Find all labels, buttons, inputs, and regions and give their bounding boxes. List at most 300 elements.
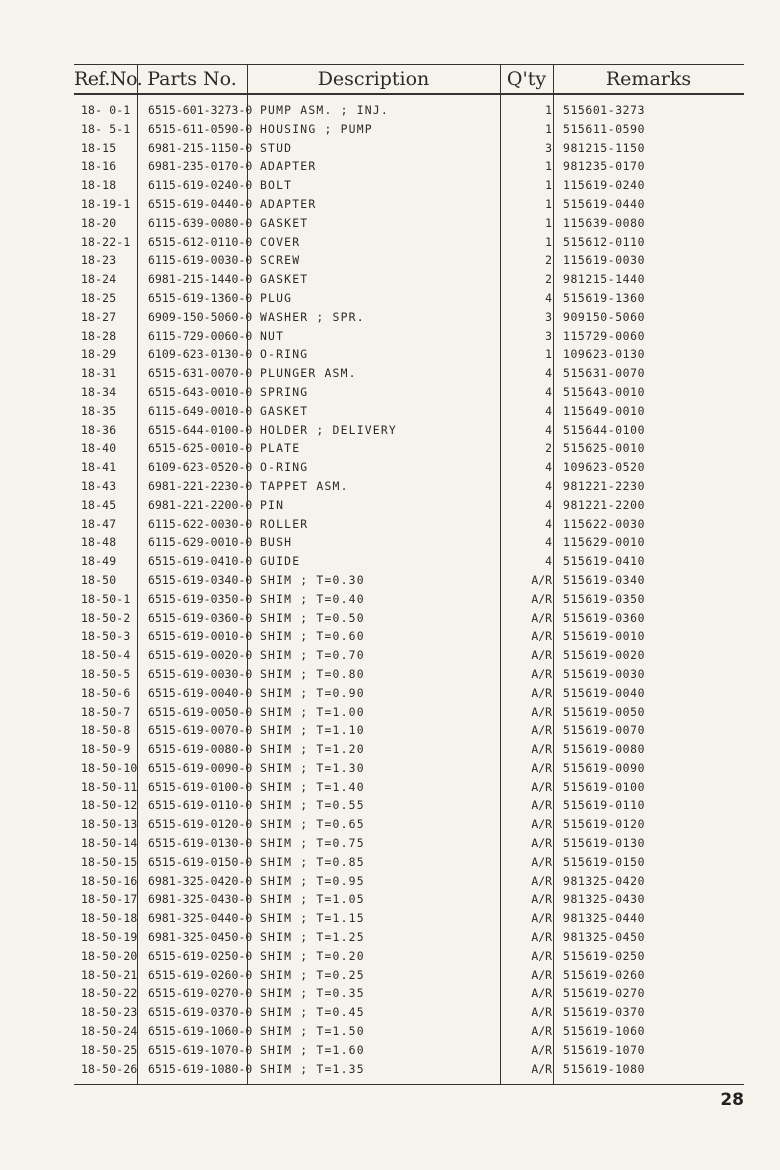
remarks-cell: 515619-0080 [563, 742, 646, 757]
header-remarks: Remarks [605, 68, 692, 90]
description-cell: SHIM ; T=0.60 [260, 629, 365, 644]
table-row [74, 872, 744, 891]
parts-no-cell: 6515-619-0250-0 [148, 948, 253, 963]
ref-no-cell: 18-43 [81, 478, 117, 493]
description-cell: SHIM ; T=0.65 [260, 817, 365, 832]
table-row [74, 609, 744, 628]
remarks-cell: 115639-0080 [563, 215, 646, 230]
ref-no-cell: 18-50-19 [81, 930, 138, 945]
ref-no-cell: 18-50-23 [81, 1005, 138, 1020]
qty-cell: 3 [545, 309, 552, 324]
header-description: Description [317, 68, 430, 90]
remarks-cell: 909150-5060 [563, 309, 646, 324]
remarks-cell: 515619-1080 [563, 1061, 646, 1076]
qty-cell: 1 [545, 196, 552, 211]
ref-no-cell: 18-50-1 [81, 591, 131, 606]
table-row [74, 1003, 744, 1022]
table-bottom-rule [74, 1084, 744, 1085]
ref-no-cell: 18-50-14 [81, 836, 138, 851]
qty-cell: A/R [531, 610, 552, 625]
table-row [74, 721, 744, 740]
ref-no-cell: 18-22-1 [81, 234, 131, 249]
qty-cell: A/R [531, 723, 552, 738]
ref-no-cell: 18-50-13 [81, 817, 138, 832]
table-row [74, 571, 744, 590]
remarks-cell: 115619-0030 [563, 253, 646, 268]
ref-no-cell: 18-50-22 [81, 986, 138, 1001]
description-cell: SHIM ; T=0.85 [260, 854, 365, 869]
remarks-cell: 981215-1150 [563, 140, 646, 155]
ref-no-cell: 18-16 [81, 159, 117, 174]
description-cell: PLUG [260, 290, 293, 305]
description-cell: SCREW [260, 253, 301, 268]
description-cell: HOLDER ; DELIVERY [260, 422, 397, 437]
qty-cell: 1 [545, 347, 552, 362]
parts-no-cell: 6515-601-3273-0 [148, 103, 253, 117]
qty-cell: A/R [531, 685, 552, 700]
qty-cell: A/R [531, 911, 552, 926]
description-cell: SHIM ; T=0.80 [260, 666, 365, 681]
description-cell: WASHER ; SPR. [260, 309, 365, 324]
remarks-cell: 515619-0150 [563, 854, 646, 869]
description-cell: SHIM ; T=0.45 [260, 1005, 365, 1020]
table-row [74, 590, 744, 609]
remarks-cell: 515612-0110 [563, 234, 646, 249]
remarks-cell: 515619-0100 [563, 779, 646, 794]
description-cell: STUD [260, 140, 293, 155]
ref-no-cell: 18-47 [81, 516, 117, 531]
qty-cell: 1 [545, 159, 552, 174]
ref-no-cell: 18-41 [81, 460, 117, 475]
ref-no-cell: 18-50-4 [81, 648, 131, 663]
table-row [74, 101, 744, 120]
parts-no-cell: 6515-619-0080-0 [148, 742, 253, 757]
ref-no-cell: 18-48 [81, 535, 117, 550]
remarks-cell: 515619-0270 [563, 986, 646, 1001]
qty-cell: 2 [545, 441, 552, 456]
qty-cell: A/R [531, 629, 552, 644]
ref-no-cell: 18-18 [81, 178, 117, 193]
parts-no-cell: 6515-619-0340-0 [148, 572, 253, 587]
description-cell: SHIM ; T=1.00 [260, 704, 365, 719]
description-cell: GASKET [260, 272, 309, 287]
description-cell: SHIM ; T=0.25 [260, 967, 365, 982]
remarks-cell: 515625-0010 [563, 441, 646, 456]
remarks-cell: 981325-0430 [563, 892, 646, 907]
ref-no-cell: 18-50-20 [81, 948, 138, 963]
remarks-cell: 515619-0260 [563, 967, 646, 982]
ref-no-cell: 18-50-18 [81, 911, 138, 926]
header-qty: Q'ty [506, 68, 547, 90]
description-cell: SHIM ; T=0.70 [260, 648, 365, 663]
remarks-cell: 981221-2230 [563, 478, 646, 493]
remarks-cell: 515619-0440 [563, 196, 646, 211]
description-cell: O-RING [260, 347, 309, 362]
remarks-cell: 515619-0340 [563, 572, 646, 587]
remarks-cell: 515619-1360 [563, 290, 646, 305]
qty-cell: 4 [545, 460, 552, 475]
table-row [74, 496, 744, 515]
table-row [74, 947, 744, 966]
table-row [74, 157, 744, 176]
description-cell: ADAPTER [260, 159, 317, 174]
table-header-rule [74, 93, 744, 95]
parts-no-cell: 6515-619-0260-0 [148, 967, 253, 982]
parts-no-cell: 6115-639-0080-0 [148, 215, 253, 230]
qty-cell: A/R [531, 948, 552, 963]
table-row [74, 627, 744, 646]
parts-no-cell: 6981-325-0450-0 [148, 930, 253, 945]
remarks-cell: 981235-0170 [563, 159, 646, 174]
parts-no-cell: 6515-619-0120-0 [148, 817, 253, 832]
parts-no-cell: 6981-221-2230-0 [148, 478, 253, 493]
ref-no-cell: 18-50-17 [81, 892, 138, 907]
table-row [74, 796, 744, 815]
qty-cell: A/R [531, 1024, 552, 1039]
table-top-rule [74, 64, 744, 65]
qty-cell: 4 [545, 366, 552, 381]
parts-no-cell: 6909-150-5060-0 [148, 309, 253, 324]
description-cell: PUMP ASM. ; INJ. [260, 103, 389, 117]
parts-no-cell: 6515-611-0590-0 [148, 121, 253, 136]
qty-cell: 1 [545, 215, 552, 230]
qty-cell: 3 [545, 328, 552, 343]
ref-no-cell: 18-20 [81, 215, 117, 230]
description-cell: SHIM ; T=0.95 [260, 873, 365, 888]
table-row [74, 1041, 744, 1060]
table-row [74, 251, 744, 270]
parts-no-cell: 6515-644-0100-0 [148, 422, 253, 437]
parts-no-cell: 6115-619-0240-0 [148, 178, 253, 193]
remarks-cell: 515619-0010 [563, 629, 646, 644]
qty-cell: 4 [545, 384, 552, 399]
ref-no-cell: 18-50 [81, 572, 117, 587]
table-row [74, 533, 744, 552]
qty-cell: 4 [545, 497, 552, 512]
remarks-cell: 981325-0450 [563, 930, 646, 945]
table-row [74, 289, 744, 308]
description-cell: HOUSING ; PUMP [260, 121, 373, 136]
parts-no-cell: 6515-619-1360-0 [148, 290, 253, 305]
ref-no-cell: 18-50-24 [81, 1024, 138, 1039]
description-cell: SHIM ; T=0.55 [260, 798, 365, 813]
remarks-cell: 515619-0110 [563, 798, 646, 813]
remarks-cell: 109623-0520 [563, 460, 646, 475]
parts-no-cell: 6515-619-0410-0 [148, 554, 253, 569]
remarks-cell: 515619-0020 [563, 648, 646, 663]
description-cell: SHIM ; T=0.20 [260, 948, 365, 963]
parts-no-cell: 6515-619-0270-0 [148, 986, 253, 1001]
parts-no-cell: 6515-612-0110-0 [148, 234, 253, 249]
remarks-cell: 515619-1060 [563, 1024, 646, 1039]
parts-no-cell: 6115-619-0030-0 [148, 253, 253, 268]
qty-cell: A/R [531, 572, 552, 587]
table-row [74, 966, 744, 985]
ref-no-cell: 18-24 [81, 272, 117, 287]
ref-no-cell: 18-49 [81, 554, 117, 569]
qty-cell: A/R [531, 1042, 552, 1057]
ref-no-cell: 18-25 [81, 290, 117, 305]
ref-no-cell: 18-36 [81, 422, 117, 437]
qty-cell: 1 [545, 103, 552, 117]
parts-no-cell: 6515-619-0020-0 [148, 648, 253, 663]
ref-no-cell: 18-34 [81, 384, 117, 399]
remarks-cell: 981325-0420 [563, 873, 646, 888]
table-row [74, 815, 744, 834]
ref-no-cell: 18-35 [81, 403, 117, 418]
remarks-cell: 515611-0590 [563, 121, 646, 136]
table-row [74, 834, 744, 853]
ref-no-cell: 18-45 [81, 497, 117, 512]
parts-no-cell: 6515-619-0100-0 [148, 779, 253, 794]
parts-no-cell: 6515-619-1080-0 [148, 1061, 253, 1076]
remarks-cell: 981221-2200 [563, 497, 646, 512]
remarks-cell: 115729-0060 [563, 328, 646, 343]
remarks-cell: 109623-0130 [563, 347, 646, 362]
qty-cell: A/R [531, 1061, 552, 1076]
page-number: 28 [720, 1090, 744, 1110]
table-row [74, 984, 744, 1003]
parts-no-cell: 6115-649-0010-0 [148, 403, 253, 418]
qty-cell: A/R [531, 591, 552, 606]
parts-table-body [74, 101, 744, 1078]
qty-cell: A/R [531, 666, 552, 681]
table-row [74, 176, 744, 195]
parts-no-cell: 6115-622-0030-0 [148, 516, 253, 531]
table-row [74, 665, 744, 684]
table-row [74, 345, 744, 364]
table-row [74, 1022, 744, 1041]
table-row [74, 327, 744, 346]
table-row [74, 402, 744, 421]
ref-no-cell: 18-50-7 [81, 704, 131, 719]
remarks-cell: 515643-0010 [563, 384, 646, 399]
qty-cell: 1 [545, 234, 552, 249]
table-row [74, 308, 744, 327]
description-cell: PLUNGER ASM. [260, 366, 357, 381]
ref-no-cell: 18- 0-1 [81, 103, 131, 117]
ref-no-cell: 18-50-12 [81, 798, 138, 813]
ref-no-cell: 18-50-3 [81, 629, 131, 644]
ref-no-cell: 18-29 [81, 347, 117, 362]
parts-no-cell: 6981-221-2200-0 [148, 497, 253, 512]
qty-cell: A/R [531, 854, 552, 869]
parts-no-cell: 6515-643-0010-0 [148, 384, 253, 399]
parts-no-cell: 6515-631-0070-0 [148, 366, 253, 381]
qty-cell: 2 [545, 272, 552, 287]
table-row [74, 421, 744, 440]
parts-no-cell: 6115-729-0060-0 [148, 328, 253, 343]
parts-no-cell: 6109-623-0520-0 [148, 460, 253, 475]
remarks-cell: 515619-0370 [563, 1005, 646, 1020]
qty-cell: 4 [545, 422, 552, 437]
ref-no-cell: 18-23 [81, 253, 117, 268]
description-cell: TAPPET ASM. [260, 478, 349, 493]
parts-no-cell: 6515-619-0360-0 [148, 610, 253, 625]
description-cell: SHIM ; T=1.30 [260, 760, 365, 775]
ref-no-cell: 18-40 [81, 441, 117, 456]
parts-no-cell: 6515-619-0440-0 [148, 196, 253, 211]
ref-no-cell: 18-50-15 [81, 854, 138, 869]
parts-no-cell: 6515-619-0040-0 [148, 685, 253, 700]
parts-no-cell: 6515-619-0010-0 [148, 629, 253, 644]
qty-cell: 3 [545, 140, 552, 155]
qty-cell: 1 [545, 121, 552, 136]
ref-no-cell: 18-50-10 [81, 760, 138, 775]
qty-cell: 4 [545, 478, 552, 493]
qty-cell: A/R [531, 798, 552, 813]
parts-no-cell: 6981-215-1440-0 [148, 272, 253, 287]
parts-no-cell: 6515-619-0050-0 [148, 704, 253, 719]
remarks-cell: 981325-0440 [563, 911, 646, 926]
table-row [74, 439, 744, 458]
parts-no-cell: 6981-325-0440-0 [148, 911, 253, 926]
parts-no-cell: 6515-619-0110-0 [148, 798, 253, 813]
qty-cell: A/R [531, 648, 552, 663]
table-row [74, 759, 744, 778]
parts-no-cell: 6981-235-0170-0 [148, 159, 253, 174]
description-cell: BUSH [260, 535, 293, 550]
parts-no-cell: 6109-623-0130-0 [148, 347, 253, 362]
parts-no-cell: 6981-215-1150-0 [148, 140, 253, 155]
qty-cell: A/R [531, 817, 552, 832]
remarks-cell: 515619-0360 [563, 610, 646, 625]
ref-no-cell: 18-50-6 [81, 685, 131, 700]
header-parts-no: Parts No. [147, 68, 237, 90]
qty-cell: 1 [545, 178, 552, 193]
parts-no-cell: 6515-619-0130-0 [148, 836, 253, 851]
table-row [74, 120, 744, 139]
description-cell: SHIM ; T=0.35 [260, 986, 365, 1001]
table-row [74, 853, 744, 872]
ref-no-cell: 18-15 [81, 140, 117, 155]
remarks-cell: 515619-1070 [563, 1042, 646, 1057]
qty-cell: 4 [545, 290, 552, 305]
header-ref-no: Ref.No. [74, 68, 143, 90]
table-row [74, 703, 744, 722]
remarks-cell: 115619-0240 [563, 178, 646, 193]
description-cell: SHIM ; T=1.25 [260, 930, 365, 945]
ref-no-cell: 18-50-2 [81, 610, 131, 625]
qty-cell: A/R [531, 967, 552, 982]
remarks-cell: 515631-0070 [563, 366, 646, 381]
table-row [74, 778, 744, 797]
description-cell: SHIM ; T=1.60 [260, 1042, 365, 1057]
remarks-cell: 515619-0040 [563, 685, 646, 700]
table-row [74, 139, 744, 158]
description-cell: SHIM ; T=0.75 [260, 836, 365, 851]
ref-no-cell: 18-28 [81, 328, 117, 343]
qty-cell: 4 [545, 554, 552, 569]
table-row [74, 646, 744, 665]
qty-cell: 4 [545, 535, 552, 550]
remarks-cell: 515619-0120 [563, 817, 646, 832]
description-cell: SPRING [260, 384, 309, 399]
description-cell: PIN [260, 497, 285, 512]
qty-cell: A/R [531, 892, 552, 907]
parts-no-cell: 6515-619-1070-0 [148, 1042, 253, 1057]
table-row [74, 233, 744, 252]
remarks-cell: 515619-0070 [563, 723, 646, 738]
remarks-cell: 515619-0410 [563, 554, 646, 569]
remarks-cell: 515644-0100 [563, 422, 646, 437]
description-cell: SHIM ; T=0.50 [260, 610, 365, 625]
parts-no-cell: 6515-619-0350-0 [148, 591, 253, 606]
parts-no-cell: 6515-619-0150-0 [148, 854, 253, 869]
ref-no-cell: 18-31 [81, 366, 117, 381]
parts-no-cell: 6515-619-0370-0 [148, 1005, 253, 1020]
table-row [74, 458, 744, 477]
parts-no-cell: 6115-629-0010-0 [148, 535, 253, 550]
description-cell: SHIM ; T=1.05 [260, 892, 365, 907]
table-row [74, 890, 744, 909]
qty-cell: A/R [531, 836, 552, 851]
table-row [74, 684, 744, 703]
ref-no-cell: 18-19-1 [81, 196, 131, 211]
remarks-cell: 515619-0130 [563, 836, 646, 851]
remarks-cell: 115649-0010 [563, 403, 646, 418]
ref-no-cell: 18-50-16 [81, 873, 138, 888]
description-cell: SHIM ; T=0.30 [260, 572, 365, 587]
parts-no-cell: 6981-325-0420-0 [148, 873, 253, 888]
description-cell: O-RING [260, 460, 309, 475]
table-row [74, 740, 744, 759]
qty-cell: A/R [531, 873, 552, 888]
ref-no-cell: 18-50-21 [81, 967, 138, 982]
ref-no-cell: 18-50-8 [81, 723, 131, 738]
table-row [74, 477, 744, 496]
description-cell: SHIM ; T=1.40 [260, 779, 365, 794]
ref-no-cell: 18- 5-1 [81, 121, 131, 136]
table-row [74, 1060, 744, 1079]
ref-no-cell: 18-50-25 [81, 1042, 138, 1057]
description-cell: SHIM ; T=1.50 [260, 1024, 365, 1039]
description-cell: SHIM ; T=0.40 [260, 591, 365, 606]
ref-no-cell: 18-50-5 [81, 666, 131, 681]
description-cell: PLATE [260, 441, 301, 456]
table-row [74, 270, 744, 289]
qty-cell: A/R [531, 1005, 552, 1020]
description-cell: GASKET [260, 403, 309, 418]
table-row [74, 552, 744, 571]
description-cell: BOLT [260, 178, 293, 193]
remarks-cell: 115622-0030 [563, 516, 646, 531]
description-cell: COVER [260, 234, 301, 249]
ref-no-cell: 18-50-26 [81, 1061, 138, 1076]
description-cell: SHIM ; T=1.15 [260, 911, 365, 926]
qty-cell: A/R [531, 760, 552, 775]
qty-cell: A/R [531, 986, 552, 1001]
description-cell: SHIM ; T=1.10 [260, 723, 365, 738]
description-cell: ROLLER [260, 516, 309, 531]
qty-cell: 2 [545, 253, 552, 268]
qty-cell: A/R [531, 779, 552, 794]
parts-no-cell: 6515-625-0010-0 [148, 441, 253, 456]
parts-no-cell: 6515-619-1060-0 [148, 1024, 253, 1039]
table-row [74, 214, 744, 233]
ref-no-cell: 18-50-9 [81, 742, 131, 757]
table-row [74, 383, 744, 402]
remarks-cell: 515619-0350 [563, 591, 646, 606]
remarks-cell: 515619-0050 [563, 704, 646, 719]
description-cell: SHIM ; T=1.20 [260, 742, 365, 757]
table-row [74, 909, 744, 928]
description-cell: ADAPTER [260, 196, 317, 211]
qty-cell: 4 [545, 403, 552, 418]
parts-no-cell: 6515-619-0070-0 [148, 723, 253, 738]
description-cell: GUIDE [260, 554, 301, 569]
table-row [74, 515, 744, 534]
